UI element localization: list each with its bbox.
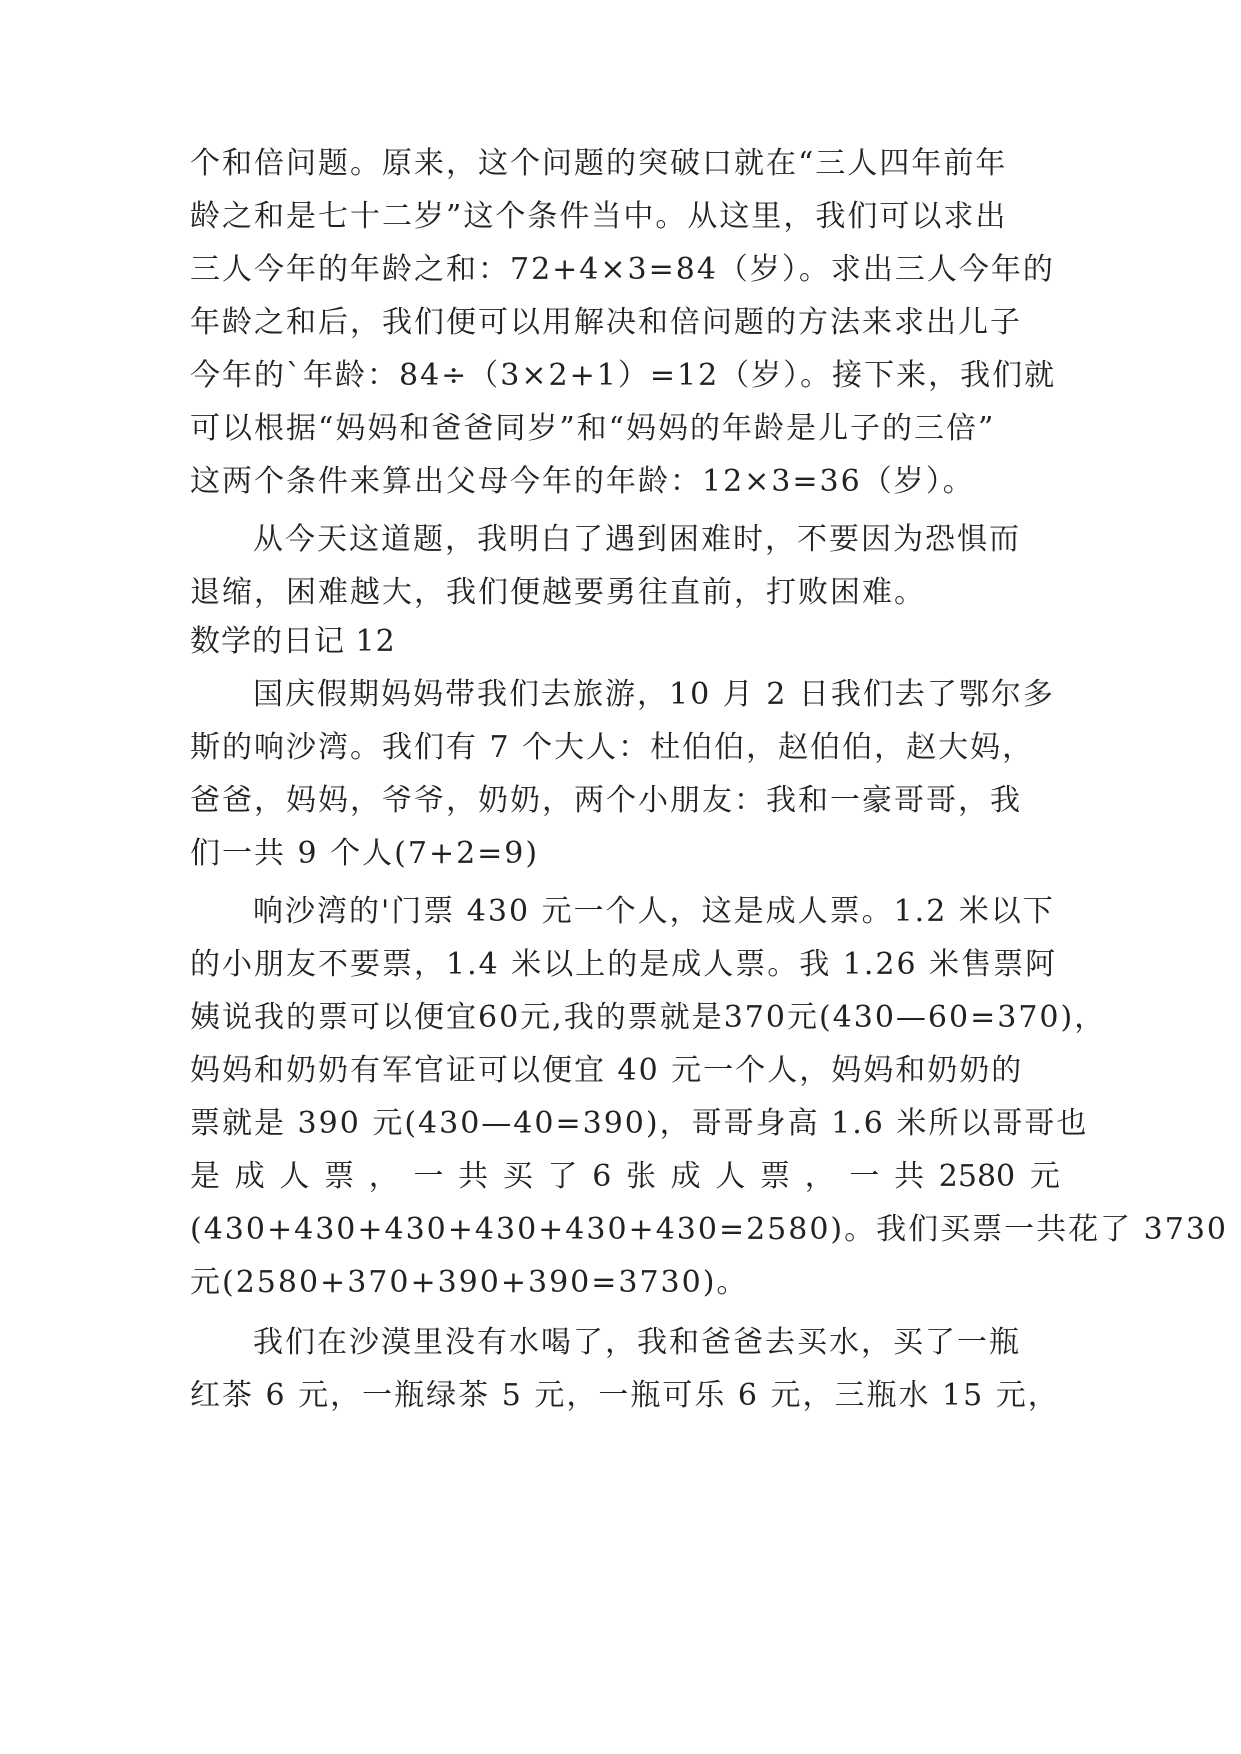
text-line: (430+430+430+430+430+430=2580)。我们买票一共花了 3730 [190, 1212, 1229, 1247]
text-line: 妈妈和奶奶有军官证可以便宜 40 元一个人，妈妈和奶奶的 [190, 1053, 1024, 1088]
text-token: 2580 [938, 1159, 1016, 1194]
text-line: 姨说我的票可以便宜60元,我的票就是370元(430—60=370)， [190, 1000, 1107, 1035]
text-line: 的小朋友不要票，1.4 米以上的是成人票。我 1.26 米售票阿 [190, 947, 1058, 982]
text-token: 了 [547, 1159, 578, 1194]
text-line: 我们在沙漠里没有水喝了，我和爸爸去买水，买了一瓶 [253, 1325, 1021, 1360]
text-line: 可以根据“妈妈和爸爸同岁”和“妈妈的年龄是儿子的三倍” [190, 411, 996, 446]
text-token: 票 [324, 1159, 355, 1194]
text-token: 人 [715, 1159, 746, 1194]
text-token: 6 [592, 1159, 612, 1194]
text-token: 共 [894, 1159, 925, 1194]
text-line: 国庆假期妈妈带我们去旅游，10 月 2 日我们去了鄂尔多 [253, 677, 1055, 712]
text-token: 是 [190, 1159, 220, 1194]
text-line: 爸爸，妈妈，爷爷，奶奶，两个小朋友：我和一豪哥哥，我 [190, 783, 1022, 818]
text-token: 人 [279, 1159, 310, 1194]
text-line: 从今天这道题，我明白了遇到困难时，不要因为恐惧而 [253, 522, 1021, 557]
text-token: 票 [760, 1159, 791, 1194]
text-line-justified [190, 1153, 1060, 1201]
text-line: 龄之和是七十二岁”这个条件当中。从这里，我们可以求出 [190, 199, 1008, 234]
text-line: 这两个条件来算出父母今年的年龄：12×3=36（岁）。 [190, 464, 975, 499]
text-line: 红茶 6 元，一瓶绿茶 5 元，一瓶可乐 6 元，三瓶水 15 元， [190, 1378, 1060, 1413]
text-token: 元 [1029, 1159, 1060, 1194]
text-token: ， [368, 1159, 399, 1194]
section-title: 数学的日记 12 [190, 624, 396, 659]
text-line: 退缩，困难越大，我们便越要勇往直前，打败困难。 [190, 575, 926, 610]
text-token: 一 [413, 1159, 444, 1194]
text-line: 元(2580+370+390+390=3730)。 [190, 1265, 749, 1300]
text-token: 成 [670, 1159, 701, 1194]
text-line: 个和倍问题。原来，这个问题的突破口就在“三人四年前年 [190, 146, 1008, 181]
text-token: ， [804, 1159, 835, 1194]
text-line: 响沙湾的'门票 430 元一个人，这是成人票。1.2 米以下 [253, 894, 1055, 929]
text-token: 买 [502, 1159, 533, 1194]
text-line: 今年的`年龄：84÷（3×2+1）=12（岁）。接下来，我们就 [190, 358, 1057, 393]
text-token: 一 [849, 1159, 880, 1194]
text-line: 三人今年的年龄之和：72+4×3=84（岁）。求出三人今年的 [190, 252, 1055, 287]
text-line: 斯的响沙湾。我们有 7 个大人：杜伯伯，赵伯伯，赵大妈， [190, 730, 1035, 765]
text-token: 张 [625, 1159, 656, 1194]
text-token: 共 [458, 1159, 489, 1194]
text-token: 成 [234, 1159, 265, 1194]
text-line: 票就是 390 元(430—40=390)，哥哥身高 1.6 米所以哥哥也 [190, 1106, 1089, 1141]
text-line: 年龄之和后，我们便可以用解决和倍问题的方法来求出儿子 [190, 305, 1022, 340]
text-line: 们一共 9 个人(7+2=9) [190, 836, 540, 871]
